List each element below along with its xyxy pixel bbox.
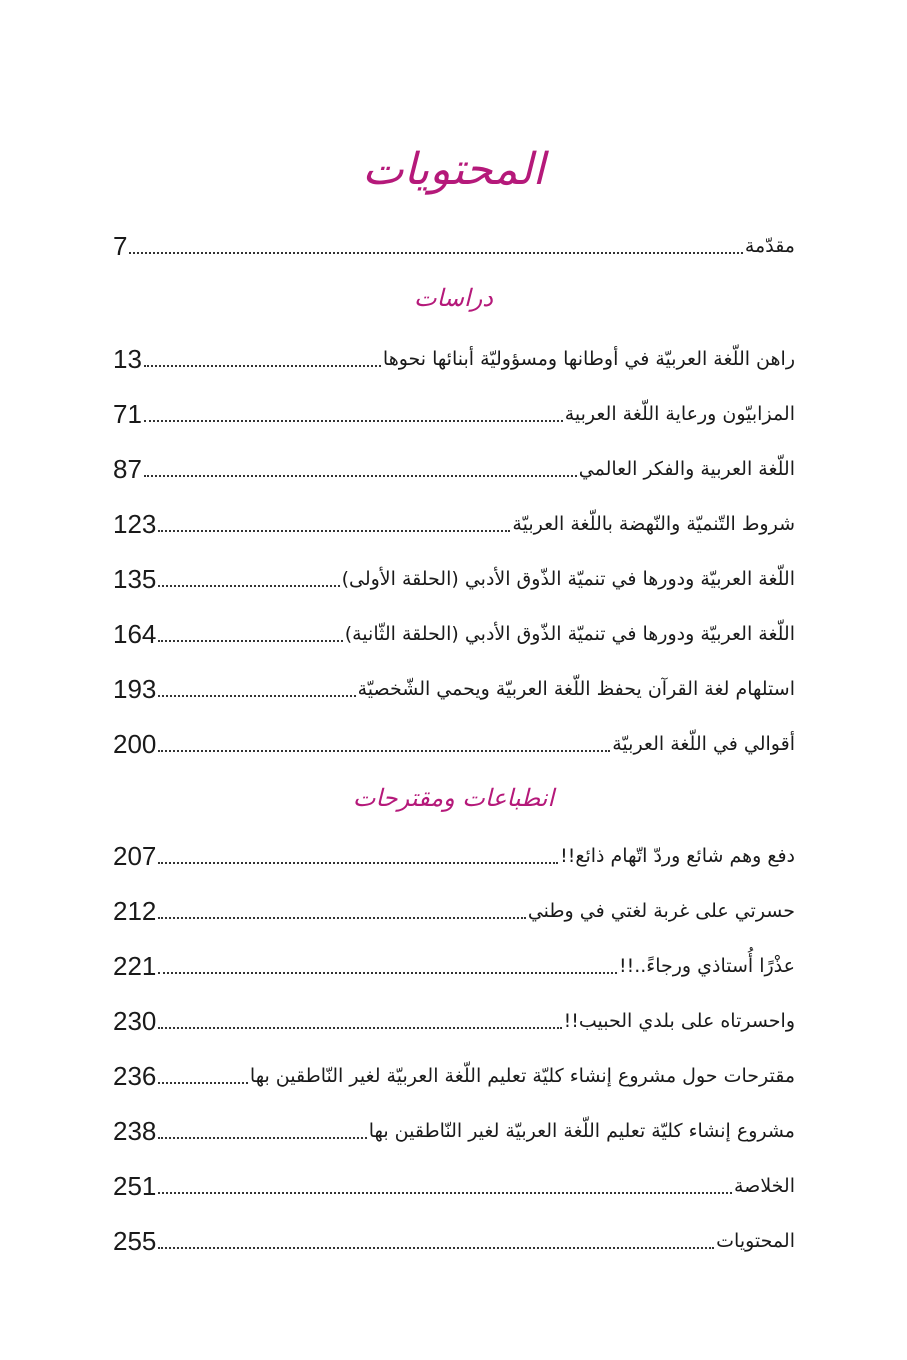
toc-entry bbox=[113, 997, 795, 1037]
page-number: 193 bbox=[113, 674, 157, 704]
leader-dots bbox=[158, 695, 355, 697]
toc-entry bbox=[113, 887, 795, 927]
page-number: 238 bbox=[113, 1116, 157, 1146]
toc-entry bbox=[113, 665, 795, 705]
leader-dots bbox=[158, 530, 510, 532]
page-title: المحتويات bbox=[362, 144, 545, 195]
entry-title: اللّغة العربيّة ودورها في تنميّة الذّوق الأدبي (الحلقة الثّانية) bbox=[344, 623, 795, 645]
toc-entry bbox=[113, 445, 795, 485]
toc-entry bbox=[113, 720, 795, 760]
toc-entry bbox=[113, 335, 795, 375]
section-heading-impressions: انطباعات ومقترحات bbox=[352, 784, 555, 812]
entry-title: عذْرًا أُستاذي ورجاءً..!! bbox=[618, 955, 795, 977]
entry-title: المزابيّون ورعاية اللّغة العربية bbox=[564, 403, 795, 425]
entry-title: استلهام لغة القرآن يحفظ اللّغة العربيّة ويحمي الشّخصيّة bbox=[357, 678, 795, 700]
page-number: 71 bbox=[113, 399, 142, 429]
leader-dots bbox=[158, 1137, 366, 1139]
page-number: 255 bbox=[113, 1226, 157, 1256]
leader-dots bbox=[158, 1027, 561, 1029]
leader-dots bbox=[158, 1192, 732, 1194]
page-number: 230 bbox=[113, 1006, 157, 1036]
toc-entry bbox=[113, 1217, 795, 1257]
entry-title: اللّغة العربية والفكر العالمي bbox=[578, 458, 795, 480]
leader-dots bbox=[158, 1082, 248, 1084]
toc-entry bbox=[113, 1107, 795, 1147]
section-heading-studies: دراسات bbox=[414, 284, 493, 312]
leader-dots bbox=[158, 640, 342, 642]
leader-dots bbox=[129, 252, 742, 254]
entry-title: أقوالي في اللّغة العربيّة bbox=[612, 733, 795, 755]
toc-entry bbox=[113, 942, 795, 982]
entry-title: دفع وهم شائع وردّ اتّهام ذائع!! bbox=[560, 845, 795, 867]
page-number: 236 bbox=[113, 1061, 157, 1091]
leader-dots bbox=[158, 1247, 714, 1249]
page-number: 135 bbox=[113, 564, 157, 594]
entry-title: حسرتي على غربة لغتي في وطني bbox=[527, 900, 795, 922]
leader-dots bbox=[158, 972, 617, 974]
leader-dots bbox=[158, 750, 610, 752]
page-number: 212 bbox=[113, 896, 157, 926]
toc-entry-intro bbox=[113, 222, 795, 262]
toc-entry bbox=[113, 1052, 795, 1092]
entry-title: شروط التّنميّة والنّهضة باللّغة العربيّة bbox=[512, 513, 795, 535]
entry-title: راهن اللّغة العربيّة في أوطانها ومسؤوليّة أبنائها نحوها bbox=[382, 348, 795, 370]
leader-dots bbox=[158, 585, 339, 587]
page-number: 164 bbox=[113, 619, 157, 649]
page-number: 7 bbox=[113, 231, 128, 261]
entry-title: المحتويات bbox=[716, 1230, 795, 1252]
toc-entry bbox=[113, 500, 795, 540]
entry-title: مقدّمة bbox=[744, 235, 795, 257]
entry-title: الخلاصة bbox=[734, 1175, 795, 1197]
page-number: 87 bbox=[113, 454, 142, 484]
leader-dots bbox=[144, 420, 563, 422]
toc-entry bbox=[113, 555, 795, 595]
page-number: 123 bbox=[113, 509, 157, 539]
page-number: 251 bbox=[113, 1171, 157, 1201]
entry-title: واحسرتاه على بلدي الحبيب!! bbox=[563, 1010, 795, 1032]
leader-dots bbox=[144, 475, 577, 477]
leader-dots bbox=[144, 365, 381, 367]
leader-dots bbox=[158, 862, 558, 864]
page-number: 200 bbox=[113, 729, 157, 759]
page-number: 221 bbox=[113, 951, 157, 981]
entry-title: اللّغة العربيّة ودورها في تنميّة الذّوق الأدبي (الحلقة الأولى) bbox=[341, 568, 795, 590]
toc-entry bbox=[113, 390, 795, 430]
toc-entry bbox=[113, 1162, 795, 1202]
page-number: 13 bbox=[113, 344, 142, 374]
entry-title: مشروع إنشاء كليّة تعليم اللّغة العربيّة لغير النّاطقين بها bbox=[368, 1120, 795, 1142]
leader-dots bbox=[158, 917, 525, 919]
toc-entry bbox=[113, 832, 795, 872]
page-number: 207 bbox=[113, 841, 157, 871]
entry-title: مقترحات حول مشروع إنشاء كليّة تعليم اللّغة العربيّة لغير النّاطقين بها bbox=[249, 1065, 795, 1087]
toc-entry bbox=[113, 610, 795, 650]
